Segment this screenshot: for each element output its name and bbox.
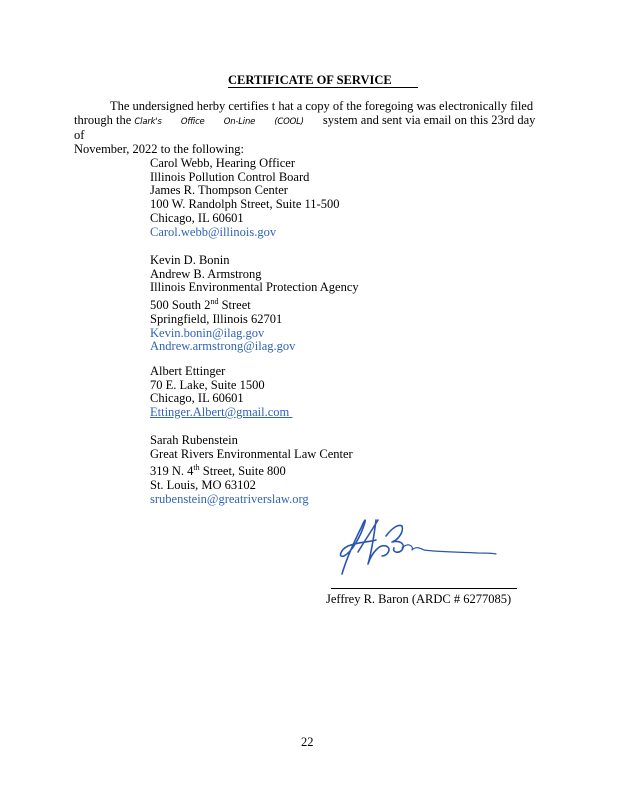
address-line: Andrew B. Armstrong [150,266,262,281]
signature-line [331,588,517,589]
address-line: 100 W. Randolph Street, Suite 11-500 [150,197,340,212]
recipient-block-webb [150,157,339,239]
address-line-street: 319 N. 4th Street, Suite 800 [150,463,286,479]
address-line: Chicago, IL 60601 [150,391,244,406]
address-line: Illinois Pollution Control Board [150,169,310,184]
cool-word-online: On-Line [223,116,256,127]
cool-word-clarks: Clark's [134,116,162,127]
address-line: James R. Thompson Center [150,183,288,198]
address-line: Illinois Environmental Protection Agency [150,280,359,295]
address-line: Kevin D. Bonin [150,253,230,267]
email-link[interactable]: Andrew.armstrong@ilag.gov [150,339,296,354]
document-title: CERTIFICATE OF SERVICE [228,73,418,88]
address-line: St. Louis, MO 63102 [150,478,256,493]
address-line: Sarah Rubenstein [150,433,238,447]
address-line: Chicago, IL 60601 [150,210,244,225]
address-line: Carol Webb, Hearing Officer [150,156,296,170]
intro-line-2-start: through the [74,112,132,127]
page-number: 22 [301,735,314,749]
intro-line-2-end: system and sent via email on this 23rd day of [74,112,536,142]
email-link[interactable]: Ettinger.Albert@gmail.com [150,405,293,420]
address-line: Springfield, Illinois 62701 [150,311,283,326]
handwritten-signature [328,512,508,578]
cool-word-cool: (COOL) [274,116,304,127]
recipient-block-rubenstein [150,434,353,507]
signer-name: Jeffrey R. Baron (ARDC # 6277085) [326,592,512,606]
recipient-block-ettinger [150,365,292,420]
email-link[interactable]: srubenstein@greatriverslaw.org [150,491,309,506]
address-line: Albert Ettinger [150,364,226,378]
email-link[interactable]: Carol.webb@illinois.gov [150,224,277,239]
cool-word-office: Office [180,116,205,127]
intro-line-1: The undersigned herby certifies t hat a copy of the foregoing was electronically filed [110,99,534,113]
intro-line-2 [74,114,544,143]
address-line-street: 500 South 2nd Street [150,297,251,313]
intro-line-3: November, 2022 to the following: [74,141,244,156]
address-line: 70 E. Lake, Suite 1500 [150,377,265,392]
recipient-block-iepa [150,254,359,354]
address-line: Great Rivers Environmental Law Center [150,446,353,461]
email-link[interactable]: Kevin.bonin@ilag.gov [150,325,265,340]
intro-paragraph [74,100,544,156]
